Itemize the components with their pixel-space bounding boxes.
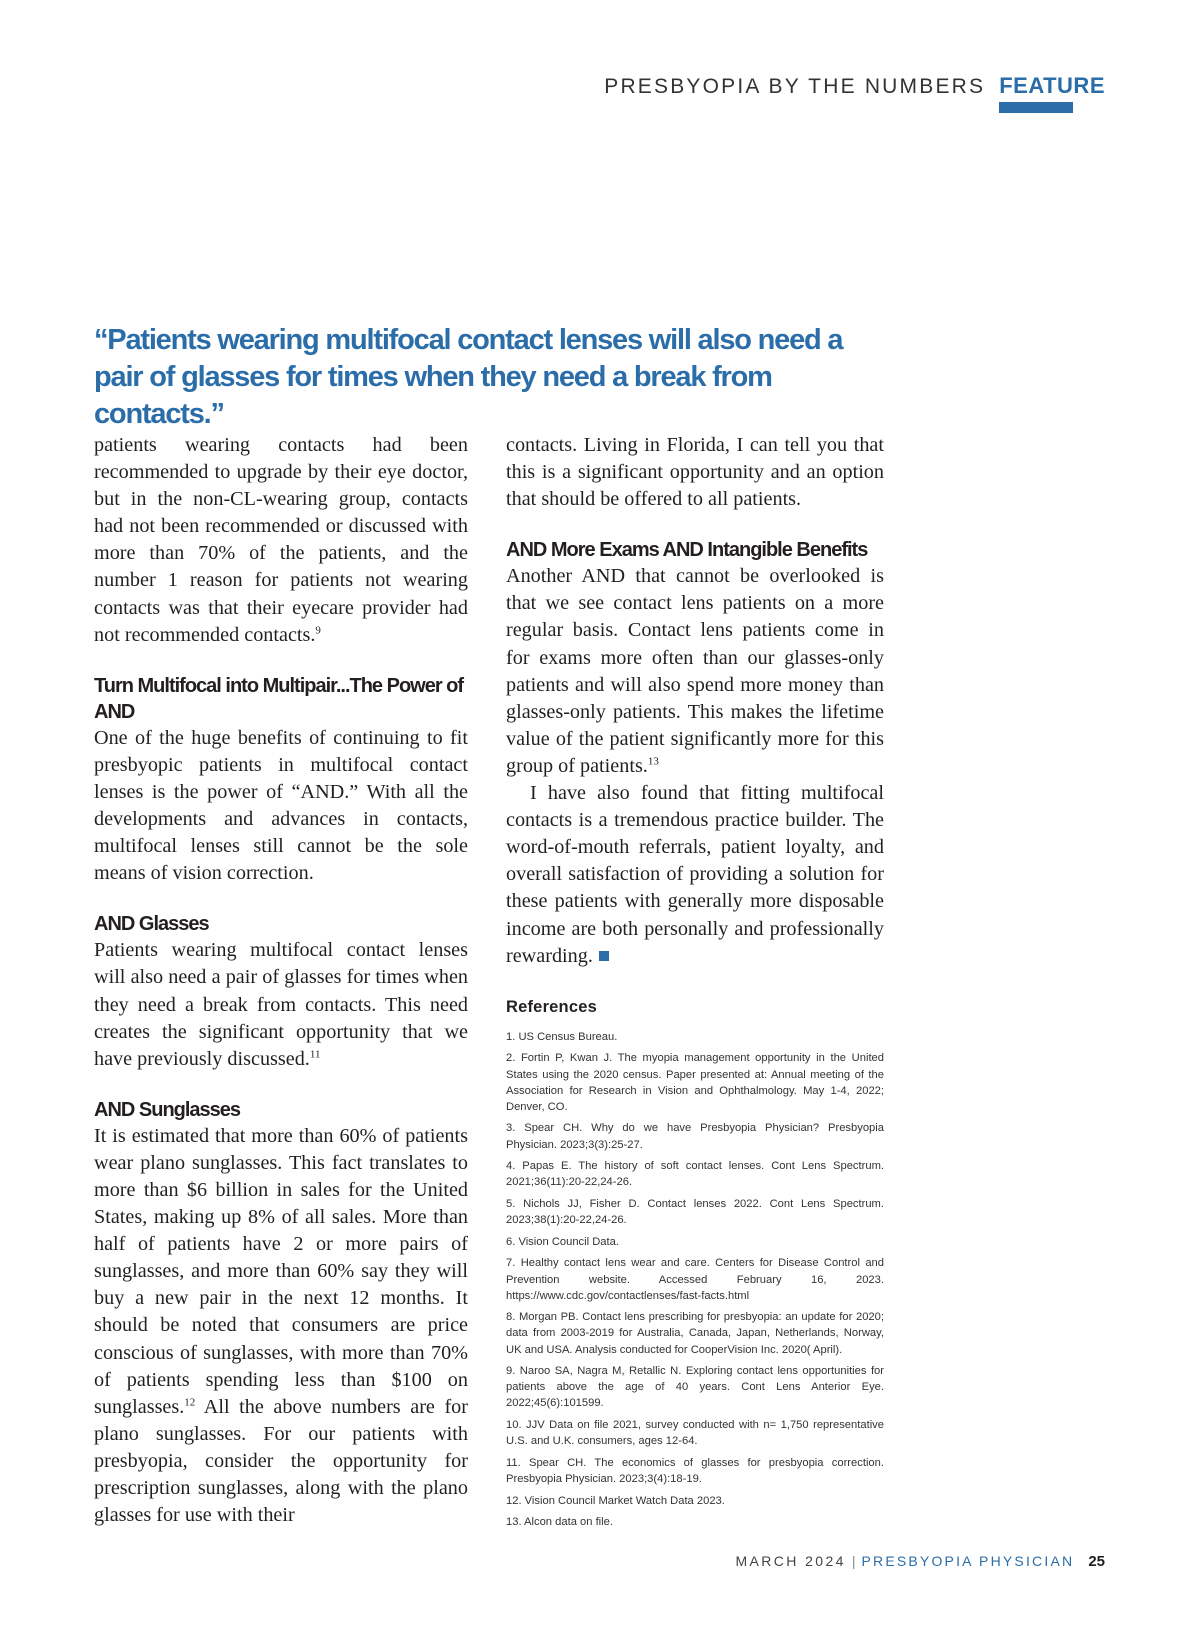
paragraph <box>94 1123 468 1529</box>
paragraph-text: It is estimated that more than 60% of patients wear plano sunglasses. This fact translates to more than $6 billion in sales for the United States, making up 8% of all sales. More than half of patients have 2 or more pairs of sunglasses, and more than 60% say they will buy a new pair in the next 12 months. It should be noted that consumers are price conscious of sunglasses, with more than 70% of patients spending less than $100 on sunglasses. <box>94 1124 468 1418</box>
subheading-sunglasses: AND Sunglasses <box>94 1098 241 1121</box>
subheading-exams: AND More Exams AND Intangible Benefits <box>506 539 868 562</box>
citation-ref: 9 <box>315 623 321 636</box>
left-column <box>94 432 468 1529</box>
reference-item: 5. Nichols JJ, Fisher D. Contact lenses 2022. Cont Lens Spectrum. 2023;38(1):20-22,24-26. <box>506 1198 884 1227</box>
paragraph <box>94 432 468 649</box>
issue-date: MARCH 2024 <box>735 1553 846 1569</box>
reference-item: 2. Fortin P, Kwan J. The myopia management opportunity in the United States using the 2020 census. Paper presented at: Annual meeting of the Association for Research in Vision and Ophthalmology. May 1-4, 2022; Denver, CO. <box>506 1052 884 1113</box>
reference-item: 12. Vision Council Market Watch Data 2023. <box>506 1494 725 1507</box>
subheading-multipair: Turn Multifocal into Multipair...The Power of AND <box>94 674 464 723</box>
reference-item: 6. Vision Council Data. <box>506 1235 619 1248</box>
paragraph-text: All the above numbers are for plano sunglasses. For our patients with presbyopia, consider the opportunity for prescription sunglasses, along with the plano glasses for use with their <box>94 1395 468 1527</box>
paragraph <box>506 563 884 780</box>
running-header <box>604 73 1105 113</box>
pull-quote: “Patients wearing multifocal contact lenses will also need a pair of glasses for times when they need a break from contacts.” <box>94 324 843 430</box>
right-column <box>506 432 884 1536</box>
subheading-glasses: AND Glasses <box>94 913 209 936</box>
paragraph-text: Another AND that cannot be overlooked is that we see contact lens patients on a more regular basis. Contact lens patients come in for exams more often than our glasses-only patients and will also spend more money than glasses-only patients. This makes the lifetime value of the patient significantly more for this group of patients. <box>506 565 884 777</box>
references <box>506 994 884 1531</box>
reference-item: 8. Morgan PB. Contact lens prescribing for presbyopia: an update for 2020; data from 2003-2019 for Australia, Canada, Japan, Netherlands, Norway, UK and USA. Analysis conducted for CooperVision Inc. 2020( April). <box>506 1311 884 1356</box>
end-mark-icon <box>599 951 609 961</box>
reference-item: 11. Spear CH. The economics of glasses for presbyopia correction. Presbyopia Physician. 2023;3(4):18-19. <box>506 1456 884 1485</box>
references-heading: References <box>506 997 597 1016</box>
paragraph: One of the huge benefits of continuing to fit presbyopic patients in multifocal contact lenses is the power of “AND.” With all the developments and advances in contacts, multifocal lenses still cannot be the sole means of vision correction. <box>94 726 468 885</box>
paragraph-text: Patients wearing multifocal contact lenses will also need a pair of glasses for times when they need a break from contacts. This need creates the significant opportunity that we have previously discussed. <box>94 939 468 1070</box>
citation-ref: 12 <box>184 1395 196 1408</box>
paragraph: contacts. Living in Florida, I can tell you that this is a significant opportunity and an option that should be offered to all patients. <box>506 434 884 511</box>
paragraph <box>94 937 468 1072</box>
paragraph-text: I have also found that fitting multifocal contacts is a tremendous practice builder. The word-of-mouth referrals, patient loyalty, and overall satisfaction of providing a solution for these patients with generally more disposable income are both personally and professionally rewarding. <box>506 782 884 967</box>
citation-ref: 13 <box>647 755 659 768</box>
references-list <box>506 1029 884 1531</box>
feature-label: FEATURE <box>999 73 1105 98</box>
feature-accent-bar <box>999 102 1073 113</box>
reference-item: 1. US Census Bureau. <box>506 1030 618 1043</box>
magazine-name: PRESBYOPIA PHYSICIAN <box>861 1553 1075 1569</box>
paragraph-text: patients wearing contacts had been recommended to upgrade by their eye doctor, but in the non-CL-wearing group, contacts had not been recommended or discussed with more than 70% of the patients, and the number 1 reason for patients not wearing contacts was that their eyecare provider had not recommended contacts. <box>94 434 468 646</box>
feature-tag <box>999 73 1105 113</box>
reference-item: 13. Alcon data on file. <box>506 1516 613 1529</box>
citation-ref: 11 <box>309 1047 321 1060</box>
reference-item: 10. JJV Data on file 2021, survey conducted with n= 1,750 representative U.S. and U.K. consumers, ages 12-64. <box>506 1419 884 1448</box>
footer-separator: | <box>851 1553 856 1569</box>
reference-item: 4. Papas E. The history of soft contact lenses. Cont Lens Spectrum. 2021;36(11):20-22,24-26. <box>506 1160 884 1189</box>
page-footer <box>735 1553 1105 1570</box>
page-number: 25 <box>1088 1553 1105 1570</box>
paragraph <box>506 780 884 970</box>
reference-item: 3. Spear CH. Why do we have Presbyopia Physician? Presbyopia Physician. 2023;3(3):25-27. <box>506 1122 884 1151</box>
section-title: PRESBYOPIA BY THE NUMBERS <box>604 75 986 98</box>
reference-item: 9. Naroo SA, Nagra M, Retallic N. Exploring contact lens opportunities for patients above the age of 40 years. Cont Lens Anterior Eye. 2022;45(6):101599. <box>506 1365 884 1410</box>
reference-item: 7. Healthy contact lens wear and care. Centers for Disease Control and Prevention website. Accessed February 16, 2023. https://www.cdc.gov/contactlenses/fast-facts.html <box>506 1257 884 1302</box>
